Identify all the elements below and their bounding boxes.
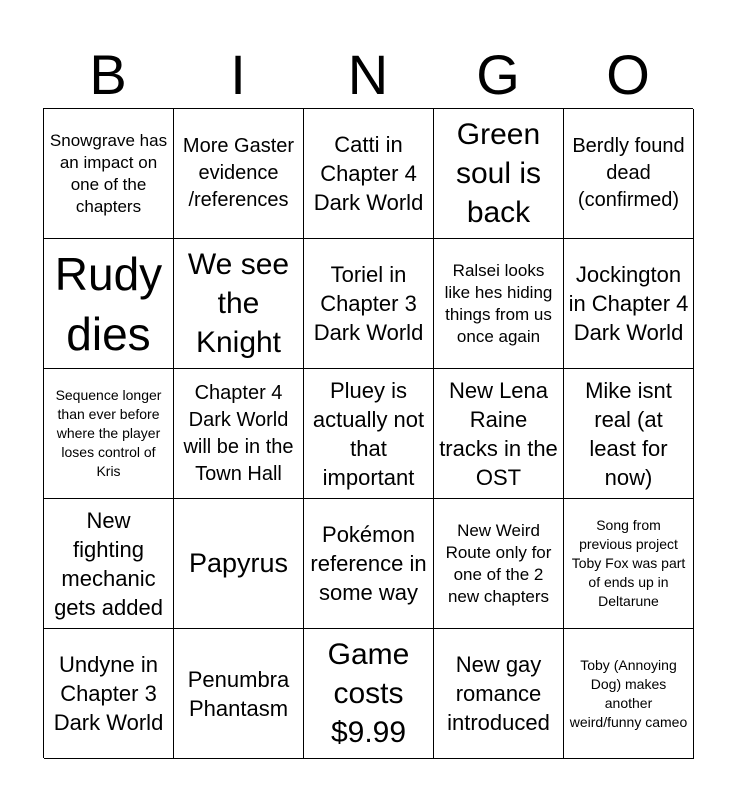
cell-text: Undyne in Chapter 3 Dark World [53,652,164,735]
bingo-cell[interactable] [174,109,304,239]
cell-text: Berdly found dead (confirmed) [572,135,685,211]
cell-text: Game costs $9.99 [327,638,410,749]
cell-text: New Lena Raine tracks in the OST [439,377,558,490]
header-letter-o: O [606,43,650,106]
bingo-cell[interactable] [174,629,304,759]
cell-text: Jockington in Chapter 4 Dark World [568,262,689,345]
bingo-cell[interactable] [564,239,694,369]
bingo-cell[interactable] [174,239,304,369]
bingo-cell[interactable] [174,369,304,499]
bingo-cell[interactable] [304,239,434,369]
bingo-cell[interactable] [44,109,174,239]
cell-text: Pluey is actually not that important [312,377,425,490]
bingo-cell[interactable] [434,499,564,629]
bingo-cell[interactable] [434,629,564,759]
cell-text: More Gaster evidence /references [182,135,295,211]
cell-text: Green soul is back [455,118,542,229]
cell-text: Toriel in Chapter 3 Dark World [313,262,424,345]
bingo-grid [43,108,693,758]
cell-text: Papyrus [188,548,289,578]
header-letter-g: G [476,43,520,106]
cell-text: Catti in Chapter 4 Dark World [313,132,424,215]
bingo-cell[interactable] [434,369,564,499]
cell-text: Snowgrave has an impact on one of the chapters [49,130,168,216]
cell-text: Chapter 4 Dark World will be in the Town Hall [183,381,294,485]
bingo-cell[interactable] [304,629,434,759]
bingo-cell[interactable] [564,499,694,629]
bingo-cell[interactable] [44,499,174,629]
bingo-cell[interactable] [44,239,174,369]
bingo-cell[interactable] [564,629,694,759]
bingo-header [43,44,693,106]
cell-text: Sequence longer than ever before where the player loses control of Kris [55,387,162,479]
cell-text: We see the Knight [187,248,290,359]
bingo-cell[interactable] [304,369,434,499]
bingo-cell[interactable] [564,369,694,499]
bingo-cell[interactable] [44,369,174,499]
bingo-cell[interactable] [434,109,564,239]
header-letter-i: I [230,43,246,106]
cell-text: Song from previous project Toby Fox was part of ends up in Deltarune [571,517,686,609]
header-letter-n: N [347,43,389,106]
cell-text: Rudy dies [54,247,163,360]
bingo-cell[interactable] [44,629,174,759]
cell-text: Penumbra Phantasm [187,666,290,721]
bingo-cell[interactable] [434,239,564,369]
cell-text: New Weird Route only for one of the 2 new chapters [445,520,552,606]
bingo-cell[interactable] [564,109,694,239]
bingo-cell[interactable] [174,499,304,629]
bingo-cell[interactable] [304,109,434,239]
header-letter-b: B [89,43,127,106]
cell-text: Pokémon reference in some way [310,522,427,605]
cell-text: Mike isnt real (at least for now) [585,377,672,490]
bingo-cell[interactable] [304,499,434,629]
cell-text: New fighting mechanic gets added [54,507,163,620]
cell-text: Ralsei looks like hes hiding things from us once again [444,260,553,346]
cell-text: Toby (Annoying Dog) makes another weird/funny cameo [569,656,688,730]
cell-text: New gay romance introduced [447,652,550,735]
